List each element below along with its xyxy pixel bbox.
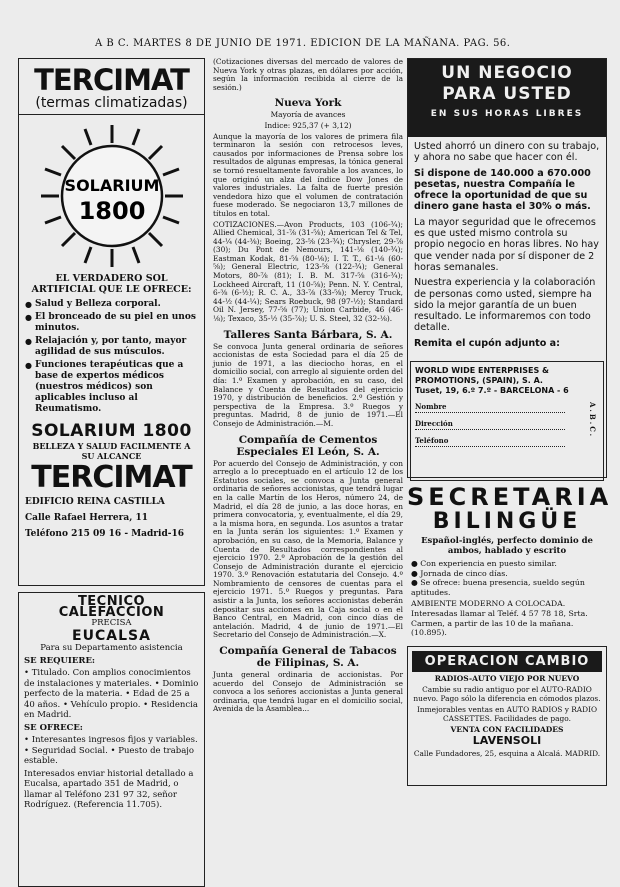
ny-quotes: COTIZACIONES.—Avon Products, 103 (106-¾); Allied Chemical, 31-⅞ (31-⅝); American Tel & Tel, 44-¼ (44-⅜); Boeing, 23-⅝ (23-¾); Chrysler, 29-⅞ (30); Du Pont de Nemours, 141-⅛ (140-¾); Eastman Kodak, 81-⅝ (80-⅛); I. T. T., 61-⅛ (60-⅝); General Electric, 123-⅝ (122-¾); General Motors, 80-⅞ (81); I. B. M. 317-⅝ (316-¾); Lockheed Aircraft, 11 (10-⅝); Penn. N. Y. Central, 6-⅜ (6-½); R. C. A., 33-⅞ (33-⅝); Mercy Truck, 44-½ (44-¼); Sears Roebuck, 98 (97-½); Standard Oil N. Jersey, 77-⅝ (77); Union Carbide, 46 (46-⅛); Texaco, 35-½ (35-⅞); U. S. Steel, 32 (32-⅛). — [213, 219, 403, 324]
news-column — [213, 58, 403, 716]
list-item: ● Salud y Belleza corporal. — [25, 299, 198, 310]
contact: Interesados enviar historial detallado a Eucalsa, apartado 351 de Madrid, o llamar al Teléfono 231 97 32, señor Rodríguez. (Referencia 11.705). — [24, 768, 194, 810]
ny-subtitle: Mayoría de avances — [270, 110, 346, 120]
ny-body: Aunque la mayoría de los valores de primera fila terminaron la sesión con retrocesos leves, causados por informaciones de Prensa sobre los resultados de algunas empresas, la tónica general se tornó resueltamente favorable a los avances, lo que originó un alza del índice Dow Jones de valores industriales. La falta de fuerte presión vendedora hizo que el volumen de contratación fuese moderado. Se negociaron 13,7 millones de títulos en total. — [213, 131, 403, 218]
coupon-side-label: A.B.C. — [588, 402, 597, 439]
sun-label-1: SOLARIUM — [64, 176, 159, 195]
name-field[interactable]: Nombre — [415, 402, 565, 413]
banner-line-2: PARA USTED — [442, 84, 572, 104]
ny-title: Nueva York — [274, 97, 342, 110]
list-item: ● Jornada de cinco días. — [411, 569, 607, 579]
banner-line-1: UN NEGOCIO — [441, 63, 573, 83]
cambio-ad — [407, 646, 607, 786]
ny-index: Indice: 925,37 (+ 3,12) — [264, 120, 352, 130]
negocio-p1: Usted ahorró un dinero con su trabajo, y ahora no sabe que hacer con él. — [414, 141, 600, 164]
santa-barbara-title: Talleres Santa Bárbara, S. A. — [223, 328, 393, 341]
market-intro: (Cotizaciones diversas del mercado de valores de Nueva York y otras plazas, en dólares por acción, según la información recibida al cierre de la sesión.) — [213, 57, 403, 92]
phone-number: Teléfono 215 09 16 - Madrid-16 — [25, 529, 184, 539]
negocio-p3: La mayor seguridad que le ofrecemos es que usted mismo controla su propio negocio en horas libres. No hay que vender nada por sí disponer de 2 horas semanales. — [414, 216, 599, 273]
requirements-label: SE REQUIERE: — [24, 655, 96, 666]
list-item: ● El bronceado de su piel en unos minutos. — [25, 312, 198, 334]
secretaria-ad — [407, 483, 613, 638]
benefits-list — [25, 299, 198, 415]
banner-line-3: EN SUS HORAS LIBRES — [430, 109, 584, 119]
eucalsa-intro: Para su Departamento asistencia — [40, 643, 183, 653]
secretaria-title: SECRETARIA — [407, 483, 613, 511]
tercimat-ad — [18, 58, 205, 586]
right-column — [407, 58, 613, 786]
requirements: • Titulado. Con amplios conocimientos de instalaciones y materiales. • Dominio perfecto de la materia. • Edad de 25 a 40 años. • Vehículo propio. • Residencia en Madrid. — [24, 668, 199, 720]
coupon-intro: Remita el cupón adjunto a: — [414, 337, 560, 349]
bilingue-title: BILINGÜE — [432, 509, 582, 534]
tercimat-logo: TERCIMAT — [34, 63, 189, 97]
phone-field[interactable]: Teléfono — [415, 436, 565, 447]
tercimat-logo-bottom: TERCIMAT — [31, 460, 192, 495]
negocio-p4: Nuestra experiencia y la colaboración de personas como usted, siempre ha sido la mejor garantía de un buen resultado. Le informaremos con todo detalle. — [414, 277, 596, 334]
eucalsa-needs: PRECISA — [91, 618, 132, 628]
negocio-banner — [408, 59, 606, 137]
secretaria-list — [411, 559, 607, 597]
street-address: Calle Rafael Herrera, 11 — [25, 513, 148, 523]
negocio-p2: Si dispone de 140.000 a 670.000 pesetas, nuestra Compañía le ofrece la oportunidad de que su dinero gane hasta el 30% o más. — [414, 167, 591, 213]
secretaria-contact: AMBIENTE MODERNO A COLOCADA. Interesadas llamar al Teléf. 4 57 78 18, Srta. Carmen, a partir de las 10 de la mañana. (10.895). — [411, 599, 588, 638]
cambio-subtitle: RADIOS-AUTO VIEJO POR NUEVO — [434, 673, 580, 683]
tabacos-body: Junta general ordinaria de accionistas. Por acuerdo del Consejo de Administración se convoca a los señores accionistas a Junta general ordinaria, que tendrá lugar en el domicilio social, Avenida de la Asamblea... — [213, 670, 403, 714]
eucalsa-title: TECNICO CALEFACCION — [58, 594, 165, 620]
tercimat-claim: EL VERDADERO SOL ARTIFICIAL QUE LE OFRECE: — [31, 273, 192, 295]
santa-barbara-body: Se convoca Junta general ordinaria de señores accionistas de esta Sociedad para el día 25 de junio de 1971, a las dieciocho horas, en el domicilio social, con arreglo al siguiente orden del día: 1.º Examen y aprobación, en su caso, del Balance y Cuenta de Resultados del ejercicio 1970, y distribución de beneficios. 2.º Gestión y perspectiva de la Empresa. 3.º Ruegos y preguntas. Madrid, 8 de junio de 1971.—El Consejo de Administración.—M. — [213, 341, 403, 428]
list-item: ● Relajación y, por tanto, mayor agilidad de sus músculos. — [25, 336, 198, 358]
coupon-company: WORLD WIDE ENTERPRISES & PROMOTIONS, (SPAIN), S. A. — [415, 366, 549, 386]
sun-label-2: 1800 — [78, 197, 145, 225]
eucalsa-ad — [18, 592, 205, 887]
tercimat-subtitle: (termas climatizadas) — [19, 95, 204, 115]
cambio-p3: Calle Fundadores, 25, esquina a Alcalá. MADRID. — [413, 748, 601, 758]
tabacos-title: Compañía General de Tabacos de Filipinas, S. A. — [219, 645, 397, 670]
secretaria-subtitle: Español-inglés, perfecto dominio de ambos, hablado y escrito — [421, 536, 593, 556]
brand-line: SOLARIUM 1800 — [31, 421, 192, 441]
el-leon-title: Compañía de Cementos Especiales El León, S. A. — [236, 433, 380, 458]
eucalsa-company: EUCALSA — [72, 627, 151, 644]
offers: • Interesantes ingresos fijos y variables. • Seguridad Social. • Puesto de trabajo estable. — [24, 735, 198, 766]
el-leon-body: Por acuerdo del Consejo de Administración, y con arreglo a lo preceptuado en el artículo 12 de los Estatutos sociales, se convoca a Junta general ordinaria de señores accionistas, que tendrá lugar en la calle Martín de los Heros, número 24, de Madrid, el día 28 de junio, a las doce horas, en primera convocatoria, y, eventualmente, el día 29, a la misma hora, en segunda. Los asuntos a tratar en la Junta serán los siguientes: 1.º Examen y aprobación, en su caso, de la Memoria, Balance y Cuenta de Resultados correspondientes al ejercicio 1970. 2.º Aprobación de la gestión del Consejo de Administración durante el ejercicio 1970. 3.º Renovación estatutaria del Consejo. 4.º Nombramiento de censores de cuentas para el ejercicio 1971. 5.º Ruegos y preguntas. Para asistir a la Junta, los señores accionistas deberán depositar sus acciones en la Caja social o en el Banco Central, en Madrid, con cinco días de antelación. Madrid, 4 de junio de 1971.—El Secretario del Consejo de Administración.—X. — [213, 458, 403, 640]
list-item: ● Con experiencia en puesto similar. — [411, 559, 607, 569]
building-name: EDIFICIO REINA CASTILLA — [25, 497, 165, 507]
negocio-ad — [407, 58, 607, 478]
address-field[interactable]: Dirección — [415, 419, 565, 430]
page-header: A B C. MARTES 8 DE JUNIO DE 1971. EDICION DE LA MAÑANA. PAG. 56. — [95, 38, 511, 49]
cambio-title: OPERACION CAMBIO — [412, 651, 602, 672]
reply-coupon[interactable] — [410, 361, 604, 481]
cambio-p2: Inmejorables ventas en AUTO RADIOS y RADIO CASSETTES. Facilidades de pago. — [416, 704, 598, 723]
list-item: ● Se ofrece: buena presencia, sueldo según aptitudes. — [411, 578, 607, 597]
tagline: BELLEZA Y SALUD FACILMENTE A SU ALCANCE — [32, 441, 191, 461]
cambio-label: VENTA CON FACILIDADES — [450, 724, 564, 734]
cambio-brand: LAVENSOLI — [472, 733, 542, 747]
left-column — [18, 58, 205, 887]
list-item: ● Funciones terapéuticas que a base de expertos médicos (nuestros médicos) son aplicables incluso al Reumatismo. — [25, 360, 198, 415]
negocio-body — [408, 137, 606, 357]
offers-label: SE OFRECE: — [24, 722, 83, 733]
cambio-p1: Cambie su radio antiguo por el AUTO-RADIO nuevo. Pago sólo la diferencia en cómodos plazos. — [413, 684, 601, 703]
coupon-address: Tuset, 19, 6.º 7.º - BARCELONA - 6 — [415, 386, 569, 396]
sun-graphic — [37, 121, 187, 271]
